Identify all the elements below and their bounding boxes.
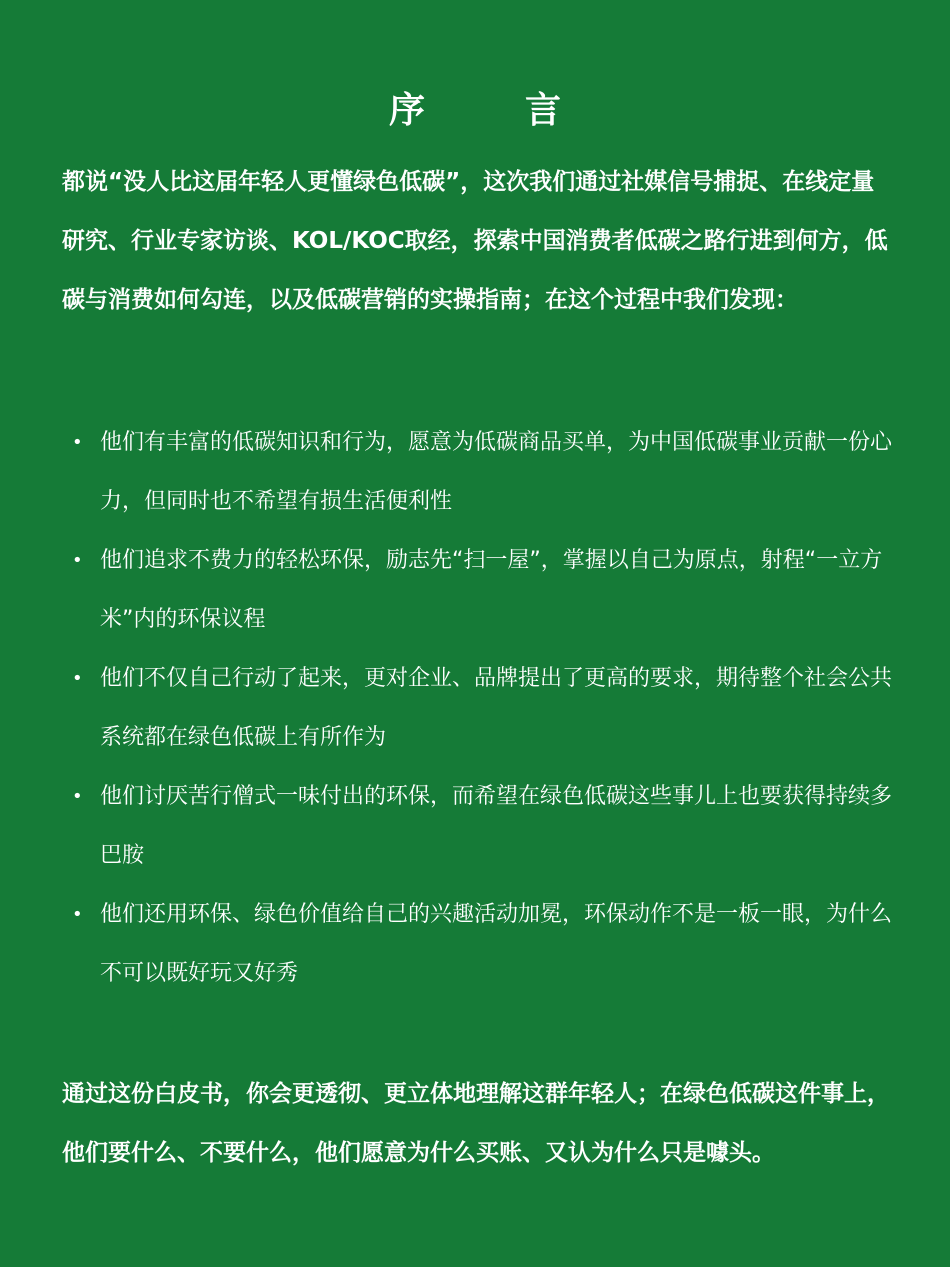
finding-text-4: 他们讨厌苦行僧式一味付出的环保，而希望在绿色低碳这些事儿上也要获得持续多巴胺 [100, 784, 893, 868]
finding-text-2: 他们追求不费力的轻松环保，励志先“扫一屋”，掌握以自己为原点，射程“一立方米”内的环保议程 [100, 548, 883, 632]
findings-list [62, 413, 892, 1003]
finding-item-1 [62, 413, 892, 531]
intro-paragraph: 都说“没人比这届年轻人更懂绿色低碳”，这次我们通过社媒信号捕捉、在线定量研究、行业专家访谈、KOL/KOC取经，探索中国消费者低碳之路行进到何方，低碳与消费如何勾连，以及低碳营销的实操指南；在这个过程中我们发现： [62, 169, 888, 313]
finding-item-3 [62, 649, 892, 767]
bullet-icon: • [72, 432, 83, 453]
finding-item-2 [62, 531, 892, 649]
bullet-icon: • [72, 550, 83, 571]
bullet-icon: • [72, 904, 83, 925]
bullet-icon: • [72, 668, 83, 689]
finding-text-1: 他们有丰富的低碳知识和行为，愿意为低碳商品买单，为中国低碳事业贡献一份心力，但同时也不希望有损生活便利性 [100, 430, 893, 514]
finding-item-5 [62, 885, 892, 1003]
finding-item-4 [62, 767, 892, 885]
finding-text-5: 他们还用环保、绿色价值给自己的兴趣活动加冕，环保动作不是一板一眼，为什么不可以既好玩又好秀 [100, 902, 893, 986]
page-title: 序 言 [388, 90, 593, 132]
bullet-icon: • [72, 786, 83, 807]
finding-text-3: 他们不仅自己行动了起来，更对企业、品牌提出了更高的要求，期待整个社会公共系统都在绿色低碳上有所作为 [100, 666, 893, 750]
outro-paragraph: 通过这份白皮书，你会更透彻、更立体地理解这群年轻人；在绿色低碳这件事上，他们要什么、不要什么，他们愿意为什么买账、又认为什么只是噱头。 [62, 1081, 890, 1166]
